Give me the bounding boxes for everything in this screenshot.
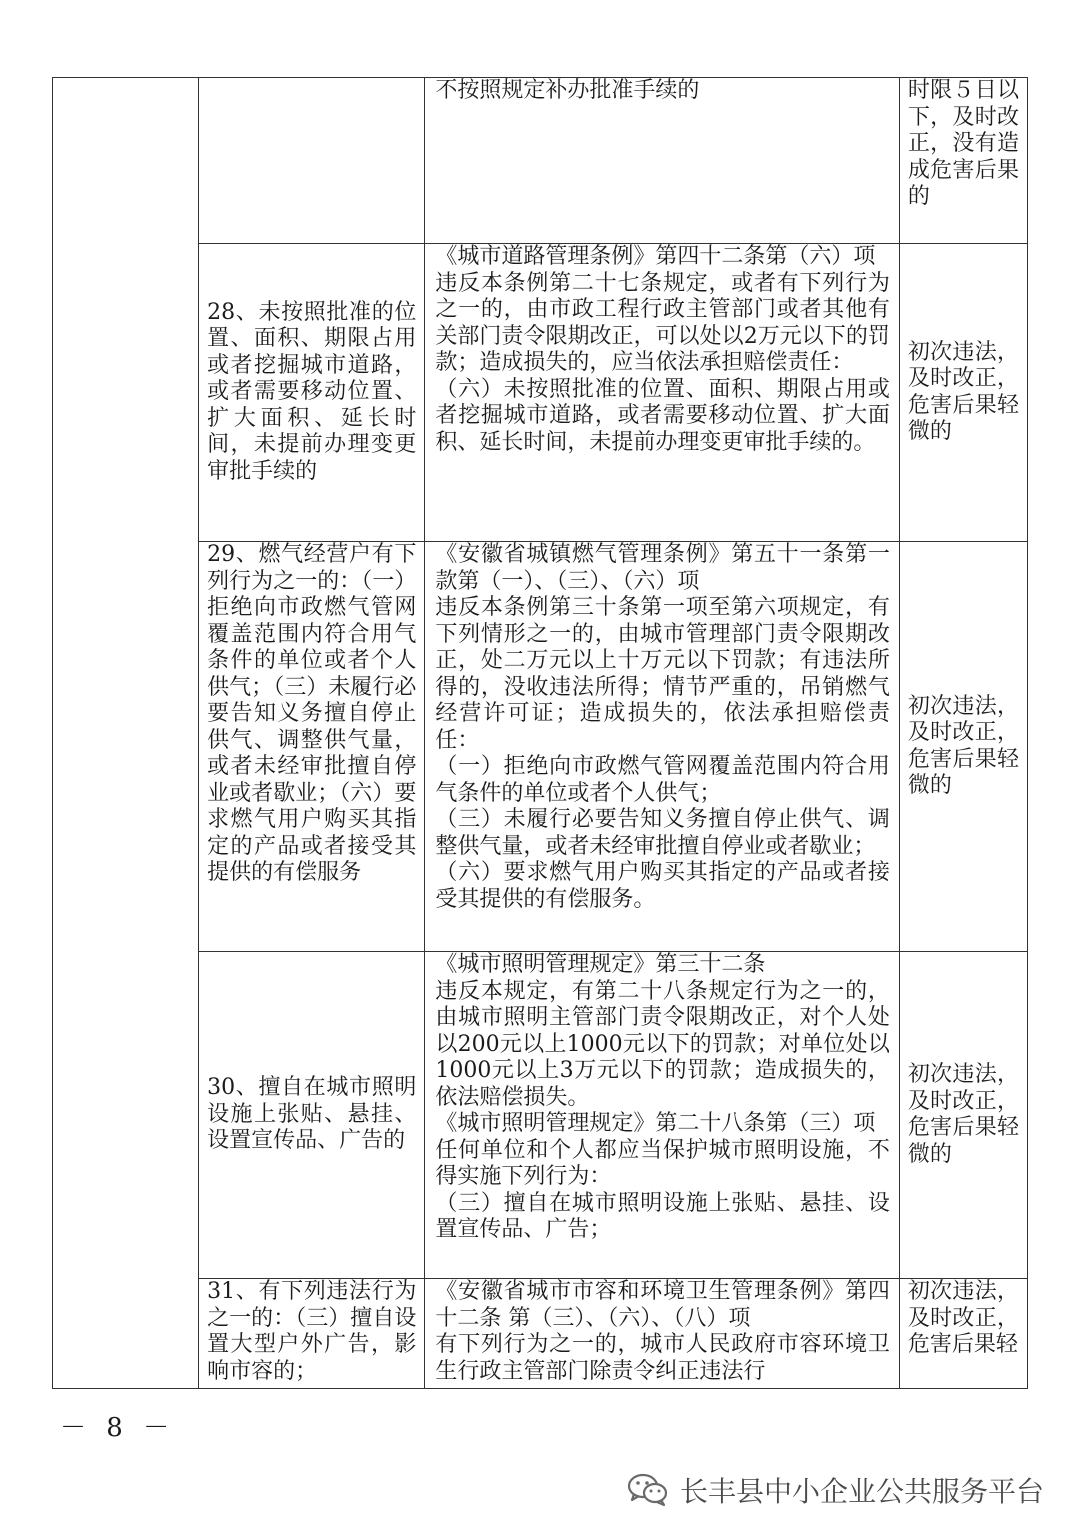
- act-cell: 31、有下列违法行为之一的：（三）擅自设置大型户外广告，影响市容的；: [199, 1279, 425, 1389]
- basis-cell: [425, 78, 899, 244]
- condition-cell: 初次违法，及时改正，危害后果轻微的: [899, 952, 1027, 1279]
- basis-paragraph: 违反本条例第二十七条规定，或者有下列行为之一的，由市政工程行政主管部门或者其他有关部门责令限期改正，可以处以2万元以下的罚款；造成损失的，应当依法承担赔偿责任：: [435, 270, 890, 375]
- page-number: － 8 －: [60, 1413, 176, 1443]
- basis-paragraph: 有下列行为之一的，城市人民政府市容环境卫生行政主管部门除责令纠正违法行: [435, 1332, 890, 1384]
- basis-paragraph: （三）未履行必要告知义务擅自停止供气、调整供气量，或者未经审批擅自停业或者歇业；: [435, 807, 890, 859]
- empty-column-cell: [53, 78, 199, 1389]
- basis-cell: [425, 244, 899, 542]
- table-row: [53, 244, 1028, 542]
- basis-cell: [425, 952, 899, 1279]
- basis-paragraph: 不按照规定补办批准手续的: [435, 78, 700, 103]
- regulation-table: [52, 77, 1028, 1389]
- basis-paragraph: （六）要求燃气用户购买其指定的产品或者接受其提供的有偿服务。: [435, 860, 890, 912]
- table-row: [53, 78, 1028, 244]
- act-cell: 28、未按照批准的位置、面积、期限占用或者挖掘城市道路，或者需要移动位置、扩大面积、延长时间，未提前办理变更审批手续的: [199, 244, 425, 542]
- table-row: [53, 952, 1028, 1279]
- table-row: [53, 542, 1028, 952]
- basis-paragraph: 《城市道路管理条例》第四十二条第（六）项: [435, 244, 876, 269]
- condition-cell: 初次违法，及时改正，危害后果轻微的: [899, 244, 1027, 542]
- watermark: [626, 1470, 1044, 1510]
- condition-cell: 时限５日以下，及时改正，没有造成危害后果的: [899, 78, 1027, 244]
- basis-cell: [425, 542, 899, 952]
- basis-cell: [425, 1279, 899, 1389]
- basis-paragraph: 违反本规定，有第二十八条规定行为之一的，由城市照明主管部门责令限期改正，对个人处以200元以上1000元以下的罚款；对单位处以1000元以上3万元以下的罚款；造成损失的，依法赔偿损失。: [435, 978, 890, 1110]
- table-row: [53, 1279, 1028, 1389]
- basis-paragraph: 《安徽省城市市容和环境卫生管理条例》第四十二条 第（三）、（六）、（八）项: [435, 1279, 890, 1331]
- basis-paragraph: 违反本条例第三十条第一项至第六项规定，有下列情形之一的，由城市管理部门责令限期改正，处二万元以上十万元以下罚款；有违法所得的，没收违法所得；情节严重的，吊销燃气经营许可证；造成损失的，依法承担赔偿责任：: [435, 595, 890, 753]
- basis-paragraph: （六）未按照批准的位置、面积、期限占用或者挖掘城市道路，或者需要移动位置、扩大面积、延长时间，未提前办理变更审批手续的。: [435, 376, 890, 455]
- act-cell: 29、燃气经营户有下列行为之一的：（一）拒绝向市政燃气管网覆盖范围内符合用气条件的单位或者个人供气；（三）未履行必要告知义务擅自停止供气、调整供气量，或者未经审批擅自停业或者歇业；（六）要求燃气用户购买其指定的产品或者接受其提供的有偿服务: [199, 542, 425, 952]
- basis-paragraph: 《城市照明管理规定》第二十八条第（三）项: [435, 1111, 876, 1136]
- basis-paragraph: （一）拒绝向市政燃气管网覆盖范围内符合用气条件的单位或者个人供气；: [435, 754, 890, 806]
- basis-paragraph: 任何单位和个人都应当保护城市照明设施，不得实施下列行为：: [435, 1137, 890, 1189]
- basis-paragraph: （三）擅自在城市照明设施上张贴、悬挂、设置宣传品、广告；: [435, 1190, 890, 1242]
- act-cell: [199, 78, 425, 244]
- basis-paragraph: 《安徽省城镇燃气管理条例》第五十一条第一款第（一）、（三）、（六）项: [435, 542, 890, 594]
- condition-cell: 初次违法，及时改正，危害后果轻: [899, 1279, 1027, 1389]
- wechat-icon: [626, 1472, 670, 1508]
- basis-paragraph: 《城市照明管理规定》第三十二条: [435, 952, 766, 977]
- condition-cell: 初次违法，及时改正，危害后果轻微的: [899, 542, 1027, 952]
- act-cell: 30、擅自在城市照明设施上张贴、悬挂、设置宣传品、广告的: [199, 952, 425, 1279]
- watermark-text: 长丰县中小企业公共服务平台: [679, 1475, 1044, 1508]
